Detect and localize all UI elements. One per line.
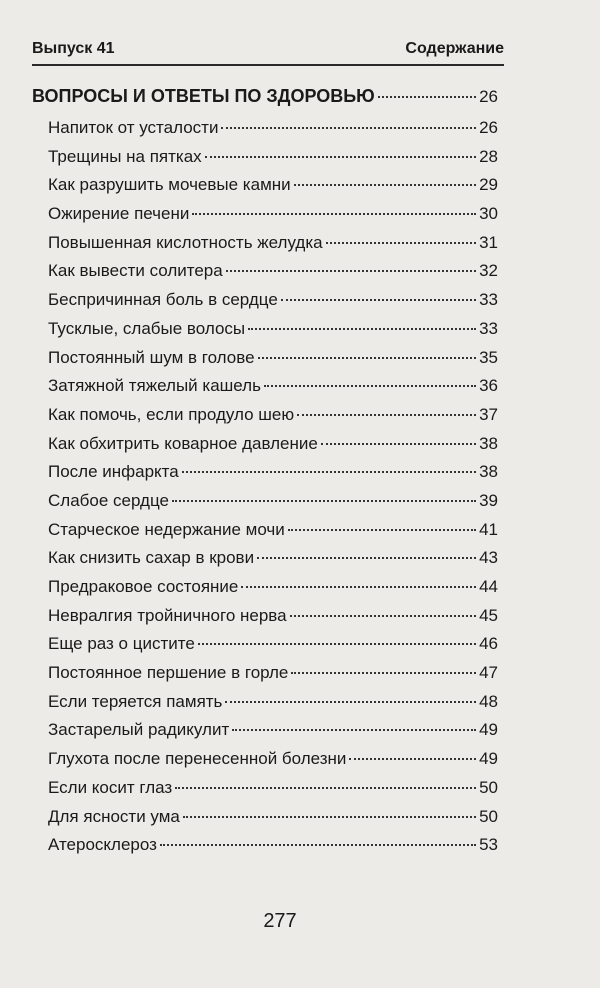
toc-entry [32, 606, 498, 635]
table-of-contents [32, 86, 498, 864]
toc-entry-page: 41 [479, 519, 498, 539]
dot-leader [290, 615, 476, 617]
toc-entry-title: Беспричинная боль в сердце [48, 290, 278, 310]
toc-entry [32, 319, 498, 348]
toc-entry-title: Трещины на пятках [48, 146, 202, 166]
toc-entry-page: 45 [479, 605, 498, 625]
issue-label: Выпуск 41 [32, 40, 115, 57]
toc-entry-page: 53 [479, 835, 498, 855]
toc-entry-title: Предраковое состояние [48, 577, 239, 596]
toc-entry-page: 50 [479, 777, 498, 797]
running-header [32, 30, 504, 66]
toc-entry-title: Напиток от усталости [48, 118, 219, 137]
toc-entry-title: Ожирение печени [48, 204, 190, 224]
toc-entry-page: 36 [479, 376, 498, 396]
toc-entry-title: После инфаркта [48, 462, 179, 482]
toc-entry-title: Тусклые, слабые волосы [48, 318, 246, 338]
toc-entry-page: 28 [479, 146, 498, 166]
dot-leader [281, 299, 476, 301]
dot-leader [258, 357, 477, 359]
dot-leader [198, 643, 476, 645]
toc-entry-page: 30 [479, 204, 498, 224]
toc-entry [32, 749, 498, 778]
toc-entry-title: Как вывести солитера [48, 261, 223, 281]
dot-leader [192, 213, 476, 215]
toc-entry [32, 577, 498, 606]
dot-leader [225, 701, 476, 703]
toc-entry [32, 520, 498, 549]
toc-entry-page: 49 [479, 720, 498, 740]
toc-entry-page: 49 [479, 749, 498, 769]
dot-leader [257, 557, 476, 559]
toc-entry-title: Постоянное першение в горле [48, 663, 289, 683]
dot-leader [172, 500, 476, 502]
toc-entry [32, 778, 498, 807]
dot-leader [326, 242, 476, 244]
toc-entry [32, 548, 498, 577]
dot-leader [221, 127, 476, 129]
toc-entry-page: 37 [479, 404, 498, 424]
toc-entry-title: Затяжной тяжелый кашель [48, 376, 261, 396]
toc-entry-page: 32 [479, 261, 498, 281]
dot-leader [160, 844, 476, 846]
toc-entry-title: Как разрушить мочевые камни [48, 175, 291, 195]
page-number: 277 [263, 910, 297, 932]
toc-entry-page: 31 [479, 232, 498, 252]
dot-leader [175, 787, 476, 789]
toc-entry [32, 290, 498, 319]
toc-entry [32, 835, 498, 864]
toc-entry-title: Если теряется память [48, 691, 223, 711]
toc-entry-title: Невралгия тройничного нерва [48, 605, 287, 625]
toc-entry-title: Как помочь, если продуло шею [48, 404, 295, 424]
dot-leader [232, 729, 476, 731]
dot-leader [294, 184, 476, 186]
dot-leader [378, 96, 476, 98]
toc-entry-page: 39 [479, 490, 498, 510]
toc-entry [32, 434, 498, 463]
dot-leader [241, 586, 476, 588]
toc-entry [32, 261, 498, 290]
toc-entry [32, 634, 498, 663]
toc-entry-page: 33 [479, 318, 498, 338]
toc-entry-page: 47 [479, 663, 498, 683]
toc-entry [32, 405, 498, 434]
toc-entry [32, 376, 498, 405]
toc-entry-title: Как снизить сахар в крови [48, 548, 255, 568]
toc-entry-page: 26 [479, 118, 498, 137]
toc-entry-page: 29 [479, 175, 498, 195]
dot-leader [205, 156, 476, 158]
toc-entry [32, 491, 498, 520]
toc-section-heading [32, 86, 498, 118]
toc-entry-title: Старческое недержание мочи [48, 519, 285, 539]
toc-entries [32, 118, 498, 864]
toc-entry [32, 204, 498, 233]
toc-entry [32, 720, 498, 749]
dot-leader [183, 816, 476, 818]
toc-entry-page: 46 [479, 634, 498, 654]
toc-entry-title: Глухота после перенесенной болезни [48, 749, 347, 769]
toc-entry-title: Если косит глаз [48, 777, 173, 797]
toc-entry-page: 35 [479, 347, 498, 367]
toc-entry-page: 38 [479, 462, 498, 482]
toc-entry [32, 462, 498, 491]
toc-section-title: ВОПРОСЫ И ОТВЕТЫ ПО ЗДОРОВЬЮ [32, 86, 375, 106]
toc-entry [32, 348, 498, 377]
toc-section-page: 26 [479, 87, 498, 106]
toc-entry [32, 807, 498, 836]
dot-leader [297, 414, 476, 416]
toc-entry-title: Для ясности ума [48, 806, 180, 826]
toc-entry [32, 233, 498, 262]
toc-entry-title: Как обхитрить коварное давление [48, 433, 318, 453]
toc-entry [32, 118, 498, 147]
toc-entry-title: Повышенная кислотность желудка [48, 232, 323, 252]
dot-leader [226, 270, 476, 272]
dot-leader [291, 672, 476, 674]
toc-entry-title: Постоянный шум в голове [48, 347, 255, 367]
toc-entry-page: 43 [479, 548, 498, 568]
toc-entry-title: Слабое сердце [48, 490, 169, 510]
dot-leader [264, 385, 476, 387]
dot-leader [182, 471, 476, 473]
dot-leader [288, 529, 476, 531]
toc-entry-title: Атеросклероз [48, 835, 157, 855]
toc-entry [32, 175, 498, 204]
toc-entry [32, 692, 498, 721]
toc-entry-page: 33 [479, 290, 498, 310]
dot-leader [321, 443, 476, 445]
toc-entry-page: 50 [479, 806, 498, 826]
toc-entry-page: 38 [479, 433, 498, 453]
toc-entry [32, 663, 498, 692]
toc-entry-page: 44 [479, 577, 498, 596]
toc-entry-title: Еще раз о цистите [48, 634, 195, 654]
toc-entry-page: 48 [479, 691, 498, 711]
dot-leader [248, 328, 476, 330]
dot-leader [349, 758, 476, 760]
toc-entry-title: Застарелый радикулит [48, 720, 230, 740]
toc-entry [32, 147, 498, 176]
section-label: Содержание [405, 40, 504, 57]
